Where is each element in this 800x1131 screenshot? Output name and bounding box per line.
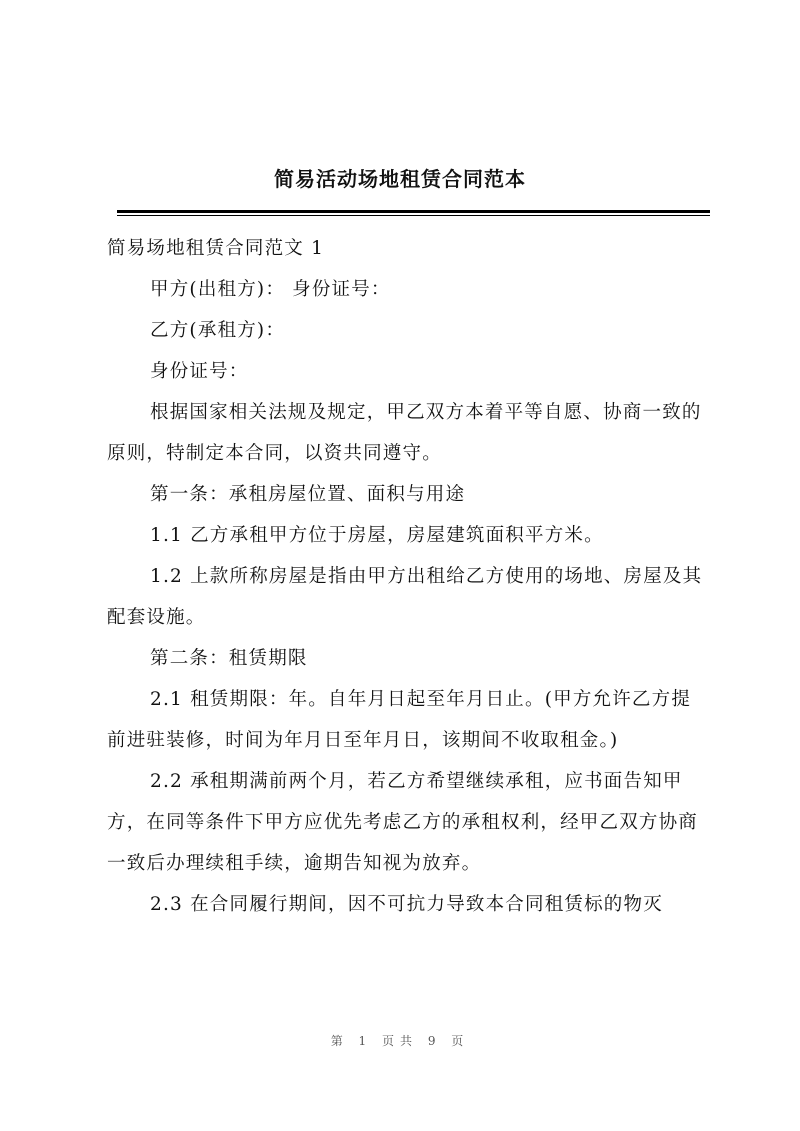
article-one-heading: 第一条：承租房屋位置、面积与用途 [150, 484, 466, 505]
preamble-paragraph: 根据国家相关法规及规定，甲乙双方本着平等自愿、协商一致的原则，特制定本合同，以资共同遵守。 [107, 402, 702, 464]
document-title: 简易活动场地租赁合同范本 [274, 167, 526, 191]
clause-1-2: 1.2 上款所称房屋是指由甲方出租给乙方使用的场地、房屋及其配套设施。 [107, 566, 703, 628]
section-heading: 简易场地租赁合同范文 1 [107, 238, 325, 259]
title-rule [117, 210, 710, 213]
clause-2-3: 2.3 在合同履行期间，因不可抗力导致本合同租赁标的物灭 [150, 894, 663, 915]
title-rule-thin [117, 215, 710, 216]
party-a-line: 甲方(出租方)： 身份证号： [150, 279, 391, 300]
clause-1-1: 1.1 乙方承租甲方位于房屋，房屋建筑面积平方米。 [150, 525, 604, 546]
clause-2-2: 2.2 承租期满前两个月，若乙方希望继续承租，应书面告知甲方，在同等条件下甲方应优先考虑乙方的承租权利，经甲乙双方协商一致后办理续租手续，逾期告知视为放弃。 [107, 771, 699, 874]
page-footer: 第 1 页共 9 页 [330, 1034, 470, 1048]
party-b-line: 乙方(承租方)： [150, 320, 286, 341]
id-number-line: 身份证号： [150, 361, 249, 382]
document-body [107, 228, 707, 925]
article-two-heading: 第二条：租赁期限 [150, 648, 308, 669]
clause-2-1: 2.1 租赁期限：年。自年月日起至年月日止。(甲方允许乙方提前进驻装修，时间为年月日至年月日，该期间不收取租金。) [107, 689, 692, 751]
